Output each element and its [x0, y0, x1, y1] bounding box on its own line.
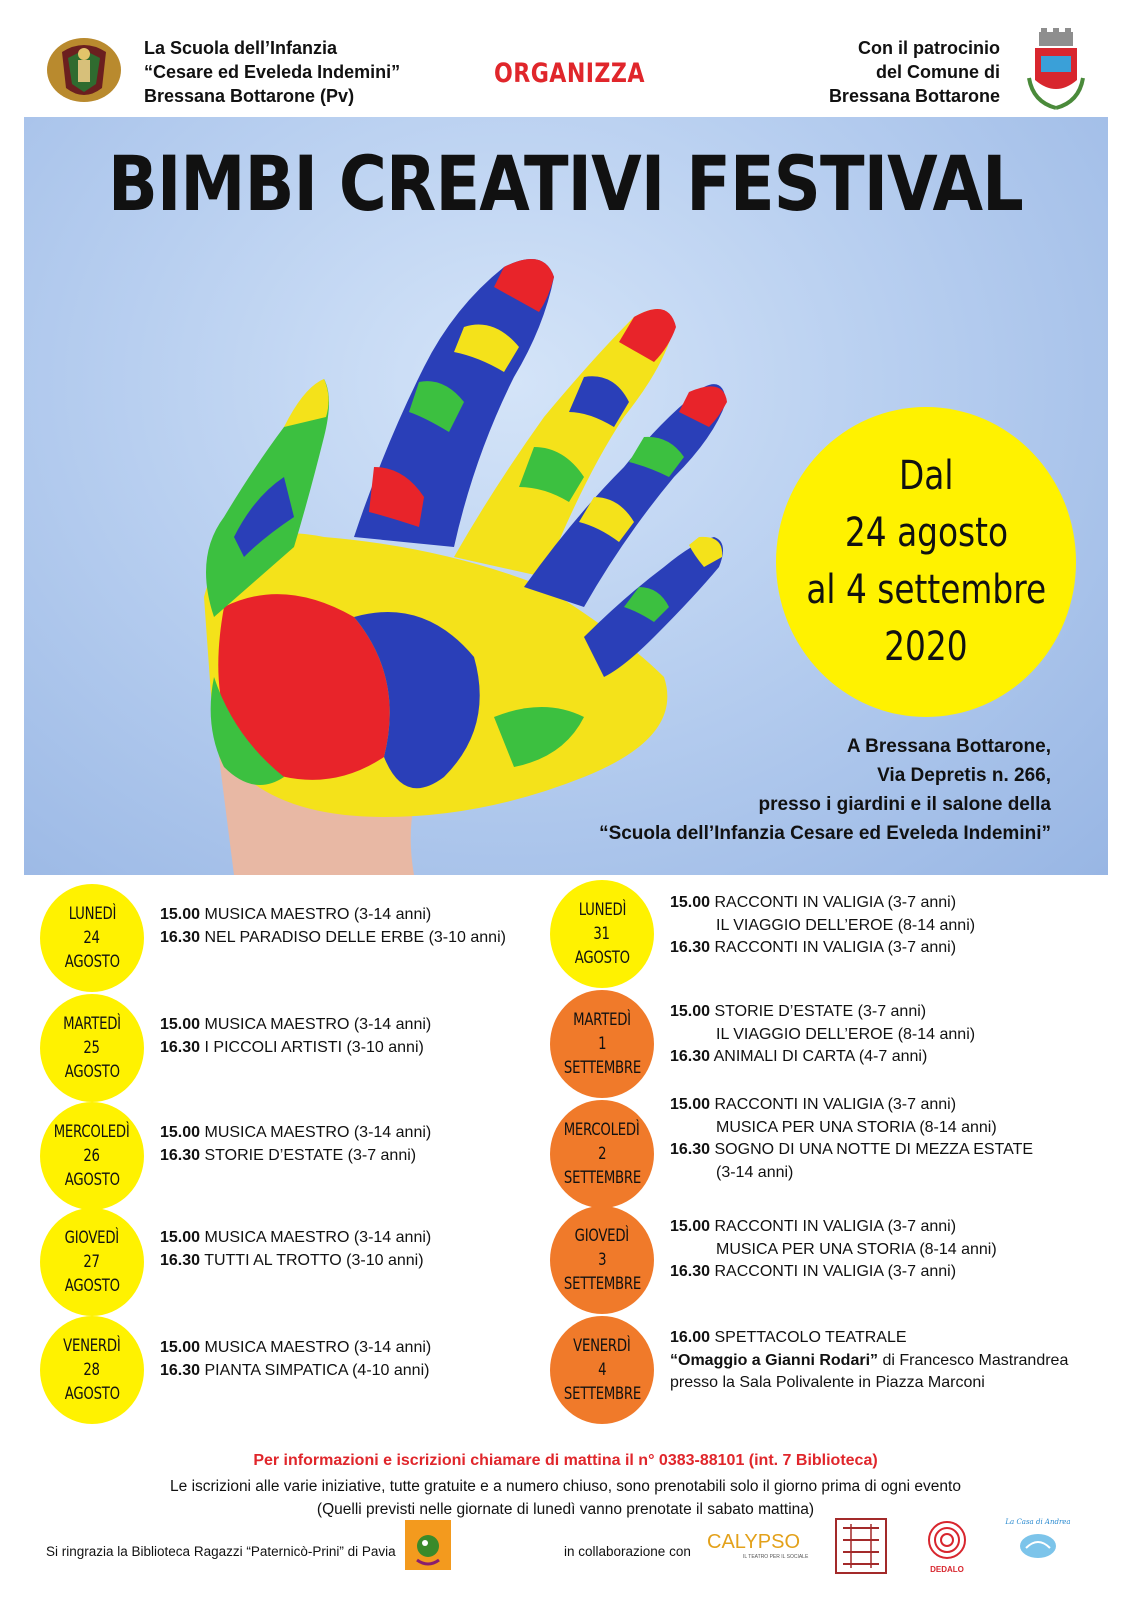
registration-note: Le iscrizioni alle varie iniziative, tutte gratuite e a numero chiuso, sono prenotabili solo il giorno prima di ogni evento	[170, 1478, 961, 1495]
day-number: 24	[83, 928, 101, 948]
show-title: “Omaggio a Gianni Rodari”	[670, 1351, 879, 1369]
festival-title: BIMBI CREATIVI FESTIVAL	[108, 139, 1023, 228]
event-time: 15.00	[160, 1339, 201, 1356]
event-title: NEL PARADISO DELLE ERBE (3-10 anni)	[204, 928, 506, 946]
info-phone-line: Per informazioni e iscrizioni chiamare di mattina il n° 0383-88101 (int. 7 Biblioteca)	[253, 1452, 878, 1469]
event-time: 15.00	[670, 1003, 711, 1020]
event-title: SPETTACOLO TEATRALE	[714, 1329, 907, 1346]
event-title: MUSICA MAESTRO (3-14 anni)	[204, 1339, 432, 1356]
day-events	[160, 904, 506, 949]
day-events	[670, 1327, 1068, 1395]
event-time: 15.00	[670, 894, 711, 911]
event-title: MUSICA MAESTRO (3-14 anni)	[204, 906, 432, 923]
theatre-logo	[835, 1518, 887, 1574]
event-time: 16.30	[670, 1141, 711, 1158]
event-title: STORIE D’ESTATE (3-7 anni)	[204, 1146, 417, 1164]
day-name: LUNEDÌ	[68, 904, 116, 924]
day-name: MARTEDÌ	[573, 1010, 631, 1030]
day-name: GIOVEDÌ	[574, 1226, 630, 1246]
school-name-line: La Scuola dell’Infanzia	[144, 38, 338, 58]
day-badge	[40, 884, 144, 992]
day-name: VENERDÌ	[63, 1336, 121, 1356]
organizza-label: ORGANIZZA	[494, 58, 645, 89]
calypso-logo	[703, 1524, 809, 1564]
day-month: AGOSTO	[64, 1384, 120, 1404]
event-time: 16.30	[670, 1048, 711, 1065]
day-events	[670, 1216, 997, 1284]
school-name	[144, 36, 400, 108]
day-badge	[550, 990, 654, 1098]
show-location: presso la Sala Polivalente in Piazza Marconi	[670, 1374, 985, 1391]
school-name-line: Bressana Bottarone (Pv)	[144, 86, 355, 106]
event-time: 15.00	[160, 1016, 201, 1033]
library-logo	[405, 1520, 451, 1570]
school-crest-logo	[44, 30, 124, 110]
day-name: GIOVEDÌ	[64, 1228, 120, 1248]
event-time: 16.30	[670, 939, 711, 956]
event-title: RACCONTI IN VALIGIA (3-7 anni)	[714, 939, 957, 956]
venue-line: A Bressana Bottarone,	[846, 736, 1051, 757]
event-title: SOGNO DI UNA NOTTE DI MEZZA ESTATE	[714, 1141, 1034, 1158]
event-time: 16.30	[160, 1361, 201, 1379]
event-title: RACCONTI IN VALIGIA (3-7 anni)	[714, 1218, 957, 1235]
day-events	[670, 1001, 975, 1069]
venue-address	[599, 732, 1051, 848]
show-author: di Francesco Mastrandrea	[878, 1351, 1069, 1369]
day-number: 28	[83, 1360, 101, 1380]
event-time: 16.30	[160, 1146, 201, 1164]
day-number: 26	[83, 1146, 101, 1166]
day-name: MARTEDÌ	[63, 1014, 121, 1034]
day-number: 25	[83, 1038, 101, 1058]
event-title: ANIMALI DI CARTA (4-7 anni)	[713, 1048, 928, 1065]
event-title: RACCONTI IN VALIGIA (3-7 anni)	[714, 1263, 957, 1280]
event-title: MUSICA MAESTRO (3-14 anni)	[204, 1016, 432, 1033]
event-title: MUSICA PER UNA STORIA (8-14 anni)	[716, 1118, 997, 1136]
venue-line: Via Depretis n. 266,	[877, 765, 1051, 786]
date-range-circle	[776, 407, 1076, 717]
day-number: 4	[597, 1360, 607, 1380]
municipality-crest-logo	[1023, 28, 1089, 112]
casa-di-andrea-logo	[1006, 1514, 1070, 1572]
casa-logo-text: La Casa di Andrea	[1005, 1518, 1071, 1526]
date-line: 2020	[884, 624, 968, 670]
event-title: IL VIAGGIO DELL’EROE (8-14 anni)	[716, 916, 976, 934]
calypso-logo-text: CALYPSO	[707, 1531, 800, 1553]
day-number: 31	[593, 924, 611, 944]
event-title: I PICCOLI ARTISTI (3-10 anni)	[204, 1038, 424, 1056]
event-time: 15.00	[160, 906, 201, 923]
day-month: AGOSTO	[64, 1170, 120, 1190]
event-time: 15.00	[670, 1218, 711, 1235]
day-number: 3	[597, 1250, 607, 1270]
event-time: 16.30	[160, 928, 201, 946]
day-name: LUNEDÌ	[578, 900, 626, 920]
patronage-line: del Comune di	[875, 62, 1000, 82]
day-badge	[40, 1208, 144, 1316]
thanks-text: Si ringrazia la Biblioteca Ragazzi “Paternicò-Prini” di Pavia	[46, 1544, 396, 1559]
event-time: 15.00	[160, 1229, 201, 1246]
patronage-text	[829, 36, 1000, 108]
day-badge	[40, 994, 144, 1102]
day-events	[670, 892, 975, 960]
day-month: AGOSTO	[574, 948, 630, 968]
day-badge	[550, 1316, 654, 1424]
date-line: Dal	[898, 453, 954, 499]
patronage-line: Con il patrocinio	[858, 38, 1000, 58]
collaboration-label: in collaborazione con	[564, 1544, 691, 1559]
event-time: 16.30	[160, 1038, 201, 1056]
dedalo-logo	[924, 1518, 970, 1576]
patronage-line: Bressana Bottarone	[828, 86, 1000, 106]
day-month: AGOSTO	[64, 1276, 120, 1296]
day-month: SETTEMBRE	[563, 1058, 641, 1078]
school-name-line: “Cesare ed Eveleda Indemini”	[144, 62, 401, 82]
event-time: 16.00	[670, 1329, 711, 1346]
event-title: PIANTA SIMPATICA (4-10 anni)	[204, 1361, 430, 1379]
event-title: (3-14 anni)	[716, 1163, 794, 1181]
dedalo-logo-text: DEDALO	[930, 1565, 964, 1574]
event-title: MUSICA MAESTRO (3-14 anni)	[204, 1124, 432, 1141]
day-badge	[40, 1102, 144, 1210]
day-month: AGOSTO	[64, 1062, 120, 1082]
event-time: 16.30	[160, 1251, 201, 1269]
event-title: STORIE D’ESTATE (3-7 anni)	[714, 1003, 927, 1020]
date-line: al 4 settembre	[806, 567, 1046, 613]
event-title: RACCONTI IN VALIGIA (3-7 anni)	[714, 1096, 957, 1113]
day-number: 2	[597, 1144, 607, 1164]
event-time: 16.30	[670, 1263, 711, 1280]
day-month: AGOSTO	[64, 952, 120, 972]
day-name: MERCOLEDÌ	[564, 1120, 640, 1140]
day-badge	[40, 1316, 144, 1424]
day-month: SETTEMBRE	[563, 1274, 641, 1294]
day-number: 1	[597, 1034, 607, 1054]
day-month: SETTEMBRE	[563, 1168, 641, 1188]
venue-line: presso i giardini e il salone della	[758, 794, 1051, 815]
venue-line: “Scuola dell’Infanzia Cesare ed Eveleda Indemini”	[599, 823, 1051, 844]
event-title: IL VIAGGIO DELL’EROE (8-14 anni)	[716, 1025, 976, 1043]
event-time: 15.00	[670, 1096, 711, 1113]
event-title: TUTTI AL TROTTO (3-10 anni)	[204, 1251, 424, 1269]
event-title: MUSICA PER UNA STORIA (8-14 anni)	[716, 1240, 997, 1258]
event-title: MUSICA MAESTRO (3-14 anni)	[204, 1229, 432, 1246]
date-line: 24 agosto	[844, 510, 1008, 556]
day-badge	[550, 1206, 654, 1314]
event-title: RACCONTI IN VALIGIA (3-7 anni)	[714, 894, 957, 911]
day-name: VENERDÌ	[573, 1336, 631, 1356]
day-events	[160, 1014, 431, 1059]
day-badge	[550, 1100, 654, 1208]
day-events	[670, 1094, 1033, 1184]
monday-registration-note: (Quelli previsti nelle giornate di lunedì vanno prenotate il sabato mattina)	[316, 1501, 815, 1518]
event-time: 15.00	[160, 1124, 201, 1141]
day-number: 27	[83, 1252, 101, 1272]
day-name: MERCOLEDÌ	[54, 1122, 130, 1142]
calypso-logo-subtitle: IL TEATRO PER IL SOCIALE	[743, 1554, 809, 1560]
day-badge	[550, 880, 654, 988]
day-events	[160, 1337, 431, 1382]
day-month: SETTEMBRE	[563, 1384, 641, 1404]
day-events	[160, 1227, 431, 1272]
day-events	[160, 1122, 431, 1167]
